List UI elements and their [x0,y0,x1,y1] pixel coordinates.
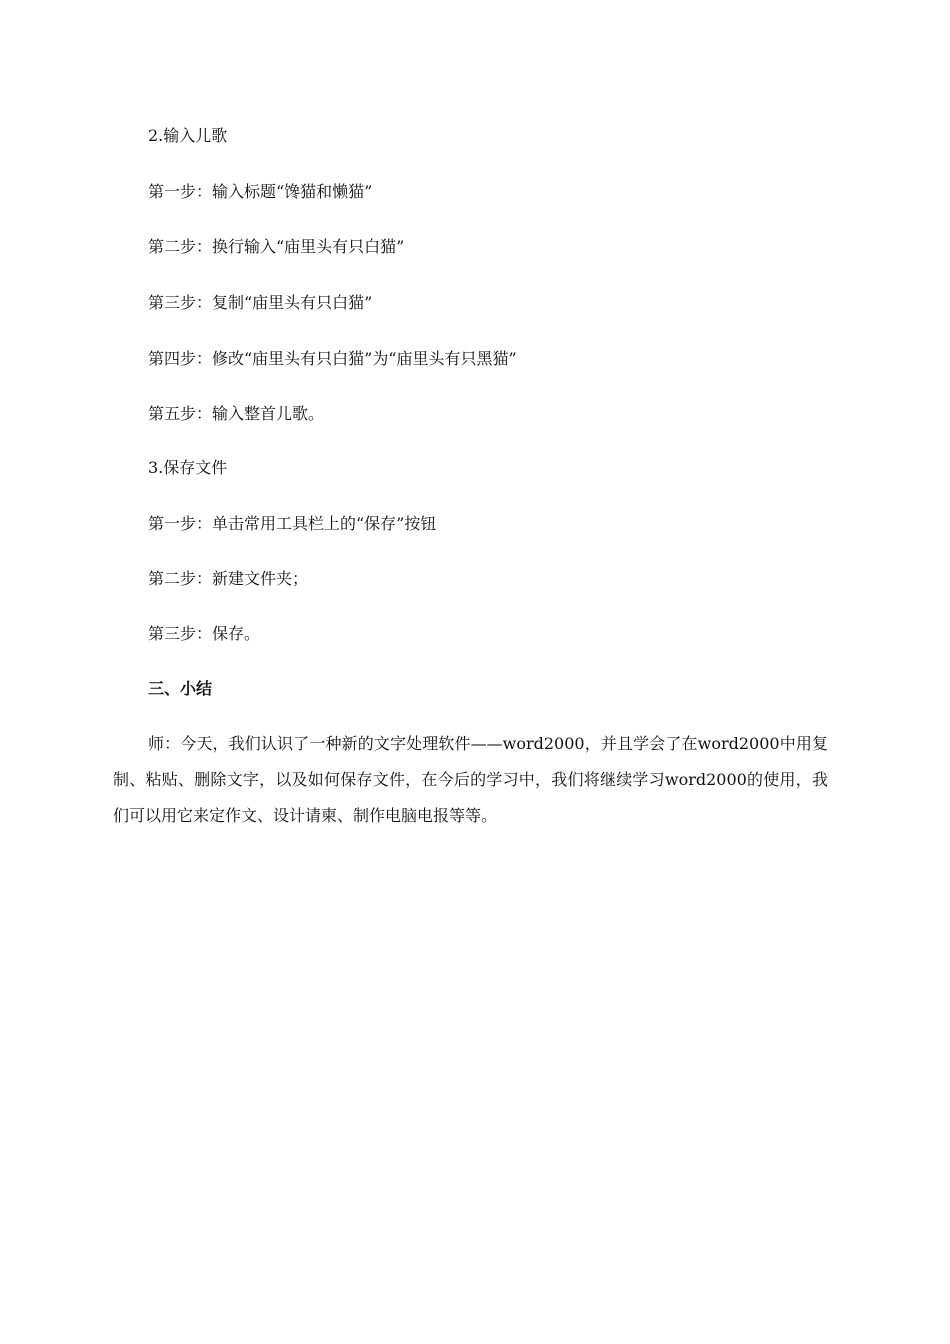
step-line: 第三步：保存。 [148,624,261,643]
summary-paragraph: 师：今天，我们认识了一种新的文字处理软件——word2000，并且学会了在word2000中用复制、粘贴、删除文字，以及如何保存文件，在今后的学习中，我们将继续学习word2000的使用，我们可以用它来定作文、设计请柬、制作电脑电报等等。 [113,734,828,825]
section-heading-save-file: 3.保存文件 [148,458,228,477]
summary-heading: 三、小结 [148,679,213,698]
step-line: 第四步：修改“庙里头有只白猫”为“庙里头有只黑猫” [148,349,517,368]
section-heading-input-song: 2.输入儿歌 [148,126,228,145]
step-line: 第一步：输入标题“馋猫和懒猫” [148,182,373,201]
step-line: 第二步：换行输入“庙里头有只白猫” [148,237,405,256]
step-line: 第三步：复制“庙里头有只白猫” [148,293,373,312]
step-line: 第二步：新建文件夹； [148,569,309,588]
step-line: 第五步：输入整首儿歌。 [148,404,325,423]
step-line: 第一步：单击常用工具栏上的“保存”按钮 [148,514,437,533]
